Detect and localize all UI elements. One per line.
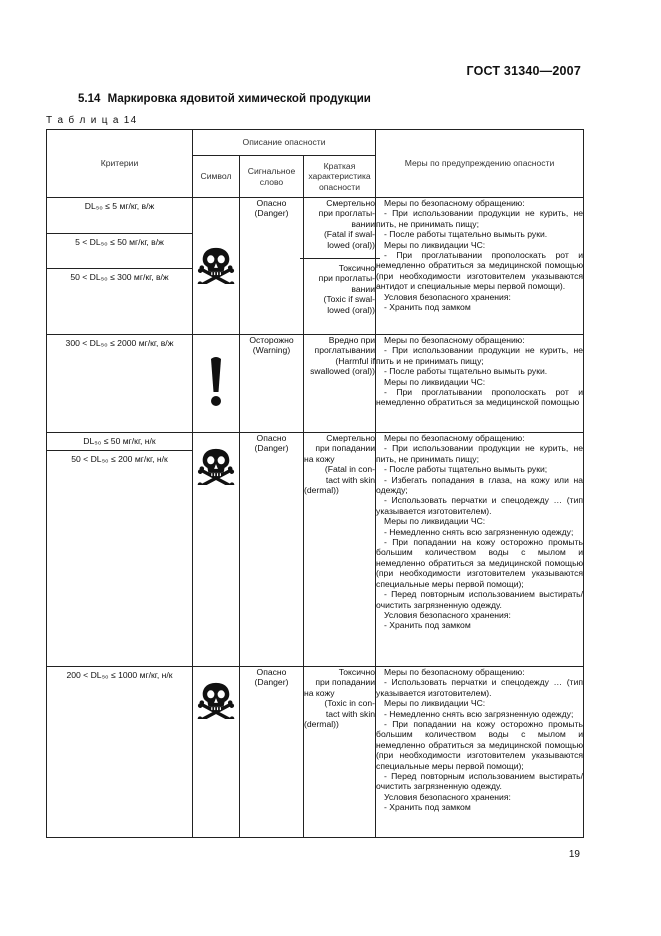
brief-line: swallowed (oral)) xyxy=(310,366,376,377)
signal-word: Опасно xyxy=(256,198,287,208)
measure-line: Меры по ликвидации ЧС: xyxy=(384,376,486,387)
brief-line: вании xyxy=(351,218,376,229)
signal-word-en: (Danger) xyxy=(254,443,289,454)
table-row xyxy=(47,667,584,838)
criteria-item: 300 < DL₅₀ ≤ 2000 мг/кг, в/ж xyxy=(65,338,174,348)
page-number: 19 xyxy=(568,849,580,860)
criteria-item: 50 < DL₅₀ ≤ 200 мг/кг, н/к xyxy=(47,450,192,464)
brief-line: Вредно при xyxy=(328,335,376,345)
measure-line: - Перед повторным использованием выстирать/очистить загрязненную одежду. xyxy=(376,771,584,792)
measure-line: - После работы тщательно вымыть руки. xyxy=(384,229,548,240)
measure-line: - Хранить под замком xyxy=(384,802,471,813)
header-signal-word: Сигнальное слово xyxy=(240,156,304,198)
measure-line: - При попадании на кожу осторожно промыть большим количеством воды с мылом и немедленно обратиться за медицинской помощью (при необходимости изготовителем указываются специальные меры первой помощи); xyxy=(376,719,584,771)
measure-line: Меры по ликвидации ЧС: xyxy=(384,239,486,250)
brief-line: при проглаты- xyxy=(318,208,376,219)
measure-line: Меры по ликвидации ЧС: xyxy=(384,698,486,709)
symbol-cell xyxy=(193,433,240,667)
signal-word-cell xyxy=(240,667,304,838)
signal-word-cell xyxy=(240,198,304,335)
measure-line: - После работы тщательно вымыть руки; xyxy=(384,464,548,475)
brief-line: на кожу xyxy=(304,453,335,464)
measure-line: - Избегать попадания в глаза, на кожу или на одежду; xyxy=(376,474,584,496)
brief-line: вании xyxy=(351,283,376,294)
brief-line: (Fatal in con- xyxy=(324,464,376,475)
signal-word-cell xyxy=(240,433,304,667)
signal-word-en: (Warning) xyxy=(252,345,291,356)
table-label: Т а б л и ц а 14 xyxy=(46,115,138,126)
brief-cell xyxy=(304,667,376,838)
measure-line: - При использовании продукции не курить, не пить, не принимать пищу; xyxy=(376,208,584,229)
measure-line: - При попадании на кожу осторожно промыть большим количеством воды с мылом и немедленно обратиться за медицинской помощью (при необходимости изготовителем указываются специальные меры первой помощи); xyxy=(376,537,584,589)
brief-line: при попадании xyxy=(315,443,376,454)
skull-crossbones-icon xyxy=(197,711,235,721)
symbol-cell xyxy=(193,667,240,838)
signal-word-en: (Danger) xyxy=(254,677,289,688)
brief-line: (Toxic in con- xyxy=(324,698,376,709)
brief-line: (Toxic if swal- xyxy=(323,294,376,305)
measure-line: Меры по безопасному обращению: xyxy=(384,433,525,443)
measure-line: Меры по безопасному обращению: xyxy=(384,198,525,208)
brief-line: lowed (oral)) xyxy=(327,239,376,250)
measure-line: Меры по безопасному обращению: xyxy=(384,335,525,345)
criteria-item: DL₅₀ ≤ 5 мг/кг, в/ж xyxy=(84,201,155,211)
criteria-cell xyxy=(47,335,193,433)
table-row xyxy=(47,335,584,433)
brief-line: при проглаты- xyxy=(318,273,376,284)
brief-line: Токсично xyxy=(338,667,376,677)
brief-line: при попадании xyxy=(315,677,376,688)
brief-line: Токсично xyxy=(338,263,376,273)
symbol-cell xyxy=(193,335,240,433)
measure-line: - Немедленно снять всю загрязненную одежду; xyxy=(384,526,574,537)
measure-line: - Хранить под замком xyxy=(384,620,471,631)
measures-cell xyxy=(376,433,584,667)
measure-line: - После работы тщательно вымыть руки. xyxy=(384,366,548,377)
brief-line: (Fatal if swal- xyxy=(323,229,376,240)
measure-line: Условия безопасного хранения: xyxy=(384,791,511,802)
criteria-item: DL₅₀ ≤ 50 мг/кг, н/к xyxy=(83,436,156,446)
criteria-item: 5 < DL₅₀ ≤ 50 мг/кг, в/ж xyxy=(47,233,192,268)
hazard-table xyxy=(46,129,584,838)
brief-line: lowed (oral)) xyxy=(327,304,376,315)
brief-line: tact with skin xyxy=(325,474,376,485)
brief-line: на кожу xyxy=(304,687,335,698)
brief-cell xyxy=(304,198,376,335)
brief-cell xyxy=(304,433,376,667)
signal-word-en: (Danger) xyxy=(254,208,289,219)
measure-line: Условия безопасного хранения: xyxy=(384,291,511,302)
measure-line: Меры по безопасному обращению: xyxy=(384,667,525,677)
header-criteria: Критерии xyxy=(47,130,193,198)
criteria-cell xyxy=(47,667,193,838)
brief-line: Смертельно xyxy=(326,198,376,208)
table-row xyxy=(47,198,584,335)
measure-line: - При проглатывании прополоскать рот и немедленно обратиться за медицинской помощью xyxy=(376,387,584,408)
measure-line: - Использовать перчатки и спецодежду … (тип указывается изготовителем). xyxy=(376,495,584,516)
measure-line: - При проглатывании прополоскать рот и немедленно обратиться за медицинской помощью (при необходимости изготовителем указываются антидот и специальные меры первой помощи). xyxy=(376,250,584,292)
measure-line: - Немедленно снять всю загрязненную одежду; xyxy=(384,708,574,719)
header-measures: Меры по предупреждению опасности xyxy=(376,130,584,198)
brief-cell xyxy=(304,335,376,433)
section-title: Маркировка ядовитой химической продукции xyxy=(107,93,371,105)
header-symbol: Символ xyxy=(193,156,240,198)
measure-line: - Перед повторным использованием выстирать/очистить загрязненную одежду. xyxy=(376,589,584,610)
measures-cell xyxy=(376,667,584,838)
criteria-cell xyxy=(47,198,193,335)
criteria-item: 50 < DL₅₀ ≤ 300 мг/кг, в/ж xyxy=(47,268,192,282)
measures-cell xyxy=(376,198,584,335)
header-hazard-description: Описание опасности xyxy=(193,130,376,156)
brief-line: (dermal)) xyxy=(304,485,339,496)
criteria-item: 200 < DL₅₀ ≤ 1000 мг/кг, н/к xyxy=(66,670,173,680)
signal-word: Осторожно xyxy=(249,335,294,345)
measure-line: - Использовать перчатки и спецодежду … (тип указывается изготовителем). xyxy=(376,677,584,698)
measures-cell xyxy=(376,335,584,433)
measure-line: Условия безопасного хранения: xyxy=(384,609,511,620)
signal-word: Опасно xyxy=(256,667,287,677)
measure-line: Меры по ликвидации ЧС: xyxy=(384,516,486,527)
skull-crossbones-icon xyxy=(197,276,235,286)
brief-line: (dermal)) xyxy=(304,719,339,730)
brief-line: Смертельно xyxy=(326,433,376,443)
measure-line: - Хранить под замком xyxy=(384,302,471,313)
measure-line: - При использовании продукции не курить, не пить и не принимать пищу; xyxy=(376,345,584,366)
header-brief: Краткая характеристика опасности xyxy=(304,156,376,198)
signal-word: Опасно xyxy=(256,433,287,443)
exclamation-icon xyxy=(208,400,224,410)
skull-crossbones-icon xyxy=(197,477,235,487)
symbol-cell xyxy=(193,198,240,335)
measure-line: - При использовании продукции не курить, не пить, не принимать пищу; xyxy=(376,443,584,464)
brief-line: tact with skin xyxy=(325,708,376,719)
brief-line: проглатывании xyxy=(314,345,376,356)
table-row xyxy=(47,433,584,667)
section-number: 5.14 xyxy=(78,93,101,105)
section-heading xyxy=(78,93,371,105)
signal-word-cell xyxy=(240,335,304,433)
brief-line: (Harmful if xyxy=(335,355,376,366)
document-id: ГОСТ 31340—2007 xyxy=(466,64,581,78)
criteria-cell xyxy=(47,433,193,667)
